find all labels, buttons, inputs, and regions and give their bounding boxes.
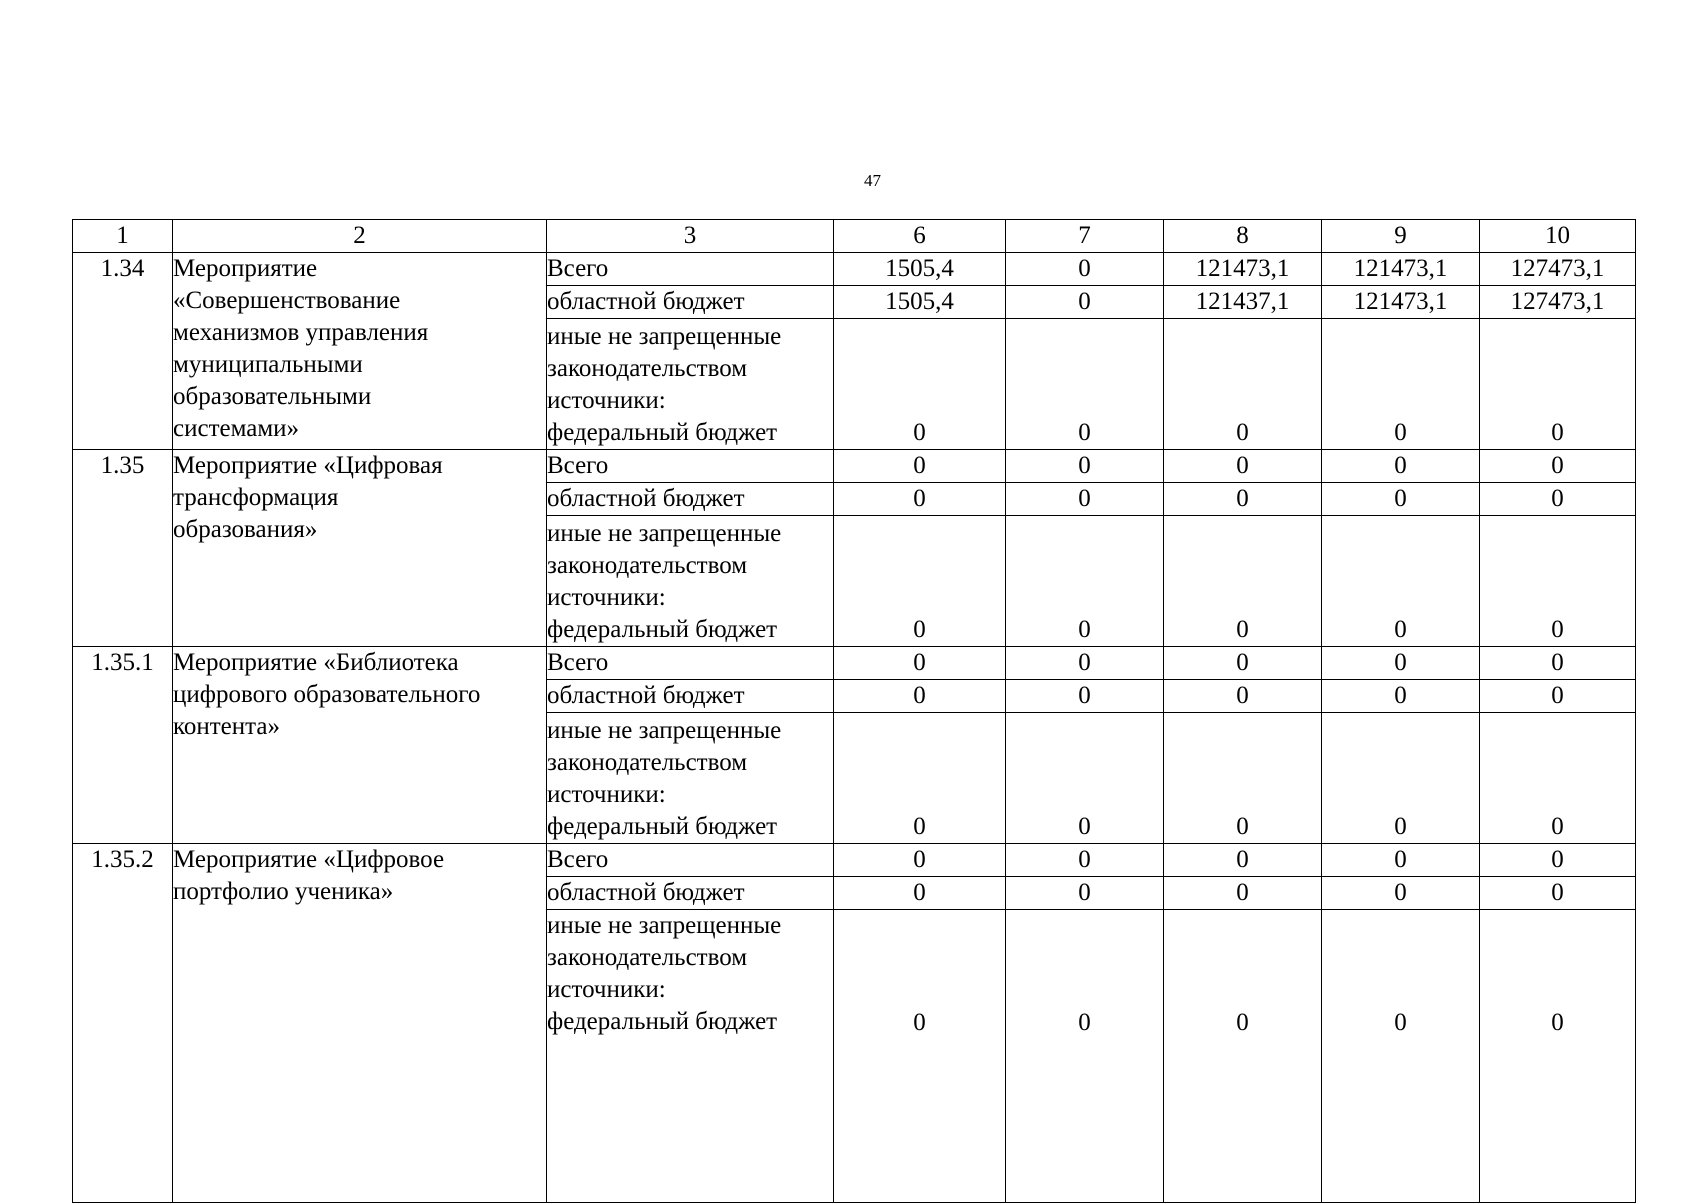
budget-table <box>72 219 1636 1203</box>
value-cell: 0 <box>1164 483 1322 516</box>
value-cell: 0 <box>1006 253 1164 286</box>
value-cell: 0 <box>1164 450 1322 483</box>
value-cell: 0 <box>834 319 1006 450</box>
header-cell: 3 <box>547 220 834 253</box>
value-cell: 0 <box>1164 910 1322 1203</box>
table-row-total <box>73 450 1636 483</box>
value-cell: 0 <box>1164 713 1322 844</box>
activity-name-line: муниципальными <box>173 351 363 378</box>
value-cell: 0 <box>834 844 1006 877</box>
source-other-label <box>547 516 834 647</box>
activity-name-line: механизмов управления <box>173 319 429 346</box>
row-index: 1.34 <box>73 253 173 450</box>
activity-name-line: контента» <box>173 713 280 740</box>
activity-name <box>173 647 547 844</box>
activity-name-line: Мероприятие «Цифровая <box>173 452 443 479</box>
value-cell: 0 <box>1322 910 1480 1203</box>
source-other-line: федеральный бюджет <box>547 813 778 840</box>
source-other-line: источники: <box>547 387 666 414</box>
activity-name <box>173 844 547 1203</box>
source-other-label <box>547 910 834 1203</box>
source-other-line: законодательством <box>547 552 748 579</box>
table-row-total <box>73 647 1636 680</box>
header-cell: 9 <box>1322 220 1480 253</box>
value-cell: 0 <box>834 877 1006 910</box>
row-index: 1.35 <box>73 450 173 647</box>
row-index: 1.35.1 <box>73 647 173 844</box>
source-other-line: федеральный бюджет <box>547 616 778 643</box>
source-regional-label: областной бюджет <box>547 286 834 319</box>
source-other-line: законодательством <box>547 749 748 776</box>
value-cell: 0 <box>1164 319 1322 450</box>
value-cell: 0 <box>1322 516 1480 647</box>
value-cell: 121473,1 <box>1322 286 1480 319</box>
activity-name-line: Мероприятие «Цифровое <box>173 846 445 873</box>
value-cell: 0 <box>1322 450 1480 483</box>
value-cell: 0 <box>1480 647 1636 680</box>
value-cell: 0 <box>1480 713 1636 844</box>
header-cell: 10 <box>1480 220 1636 253</box>
header-cell: 2 <box>173 220 547 253</box>
activity-name-line: «Совершенствование <box>173 287 401 314</box>
value-cell: 121437,1 <box>1164 286 1322 319</box>
header-cell: 8 <box>1164 220 1322 253</box>
source-regional-label: областной бюджет <box>547 483 834 516</box>
page-number: 47 <box>864 171 881 190</box>
value-cell: 0 <box>1322 647 1480 680</box>
value-cell: 0 <box>834 713 1006 844</box>
value-cell: 0 <box>834 483 1006 516</box>
value-cell: 0 <box>1322 844 1480 877</box>
source-other-line: иные не запрещенные <box>547 323 782 350</box>
value-cell: 0 <box>1480 680 1636 713</box>
source-other-label <box>547 319 834 450</box>
activity-name-line: Мероприятие «Библиотека <box>173 649 459 676</box>
table-row-total <box>73 844 1636 877</box>
value-cell: 121473,1 <box>1322 253 1480 286</box>
value-cell: 0 <box>1480 844 1636 877</box>
value-cell: 0 <box>834 910 1006 1203</box>
value-cell: 0 <box>1006 877 1164 910</box>
value-cell: 0 <box>1322 319 1480 450</box>
source-total-label: Всего <box>547 647 834 680</box>
value-cell: 0 <box>834 450 1006 483</box>
value-cell: 0 <box>834 680 1006 713</box>
activity-name-line: трансформация <box>173 484 339 511</box>
source-total-label: Всего <box>547 844 834 877</box>
value-cell: 0 <box>1006 647 1164 680</box>
source-other-label <box>547 713 834 844</box>
activity-name <box>173 253 547 450</box>
value-cell: 0 <box>1164 877 1322 910</box>
header-row <box>73 220 1636 253</box>
value-cell: 0 <box>1322 483 1480 516</box>
value-cell: 0 <box>1480 910 1636 1203</box>
value-cell: 0 <box>1006 844 1164 877</box>
source-other-line: источники: <box>547 781 666 808</box>
value-cell: 0 <box>1480 877 1636 910</box>
value-cell: 1505,4 <box>834 253 1006 286</box>
header-cell: 7 <box>1006 220 1164 253</box>
row-index: 1.35.2 <box>73 844 173 1203</box>
source-other-line: иные не запрещенные <box>547 520 782 547</box>
value-cell: 0 <box>1322 680 1480 713</box>
value-cell: 0 <box>1480 483 1636 516</box>
activity-name <box>173 450 547 647</box>
source-other-line: источники: <box>547 584 666 611</box>
source-other-line: иные не запрещенные <box>547 717 782 744</box>
value-cell: 0 <box>1480 450 1636 483</box>
value-cell: 0 <box>834 647 1006 680</box>
value-cell: 0 <box>1322 877 1480 910</box>
activity-name-line: образовательными <box>173 383 372 410</box>
source-total-label: Всего <box>547 450 834 483</box>
value-cell: 0 <box>1480 319 1636 450</box>
value-cell: 0 <box>1164 680 1322 713</box>
value-cell: 0 <box>834 516 1006 647</box>
value-cell: 127473,1 <box>1480 286 1636 319</box>
value-cell: 0 <box>1006 680 1164 713</box>
value-cell: 0 <box>1164 516 1322 647</box>
value-cell: 0 <box>1006 713 1164 844</box>
value-cell: 0 <box>1006 483 1164 516</box>
source-total-label: Всего <box>547 253 834 286</box>
source-regional-label: областной бюджет <box>547 877 834 910</box>
source-other-line: иные не запрещенные <box>547 912 782 939</box>
value-cell: 0 <box>1006 319 1164 450</box>
source-other-line: федеральный бюджет <box>547 1008 778 1035</box>
source-regional-label: областной бюджет <box>547 680 834 713</box>
source-other-line: законодательством <box>547 944 748 971</box>
value-cell: 1505,4 <box>834 286 1006 319</box>
value-cell: 0 <box>1006 450 1164 483</box>
table-row-total <box>73 253 1636 286</box>
source-other-line: федеральный бюджет <box>547 419 778 446</box>
value-cell: 0 <box>1006 910 1164 1203</box>
header-cell: 6 <box>834 220 1006 253</box>
value-cell: 0 <box>1480 516 1636 647</box>
value-cell: 0 <box>1164 844 1322 877</box>
activity-name-line: образования» <box>173 516 318 543</box>
source-other-line: законодательством <box>547 355 748 382</box>
activity-name-line: системами» <box>173 415 300 442</box>
value-cell: 127473,1 <box>1480 253 1636 286</box>
activity-name-line: портфолио ученика» <box>173 878 394 905</box>
value-cell: 0 <box>1006 516 1164 647</box>
value-cell: 121473,1 <box>1164 253 1322 286</box>
value-cell: 0 <box>1322 713 1480 844</box>
activity-name-line: цифрового образовательного <box>173 681 481 708</box>
source-other-line: источники: <box>547 976 666 1003</box>
header-cell: 1 <box>73 220 173 253</box>
activity-name-line: Мероприятие <box>173 255 318 282</box>
value-cell: 0 <box>1164 647 1322 680</box>
value-cell: 0 <box>1006 286 1164 319</box>
